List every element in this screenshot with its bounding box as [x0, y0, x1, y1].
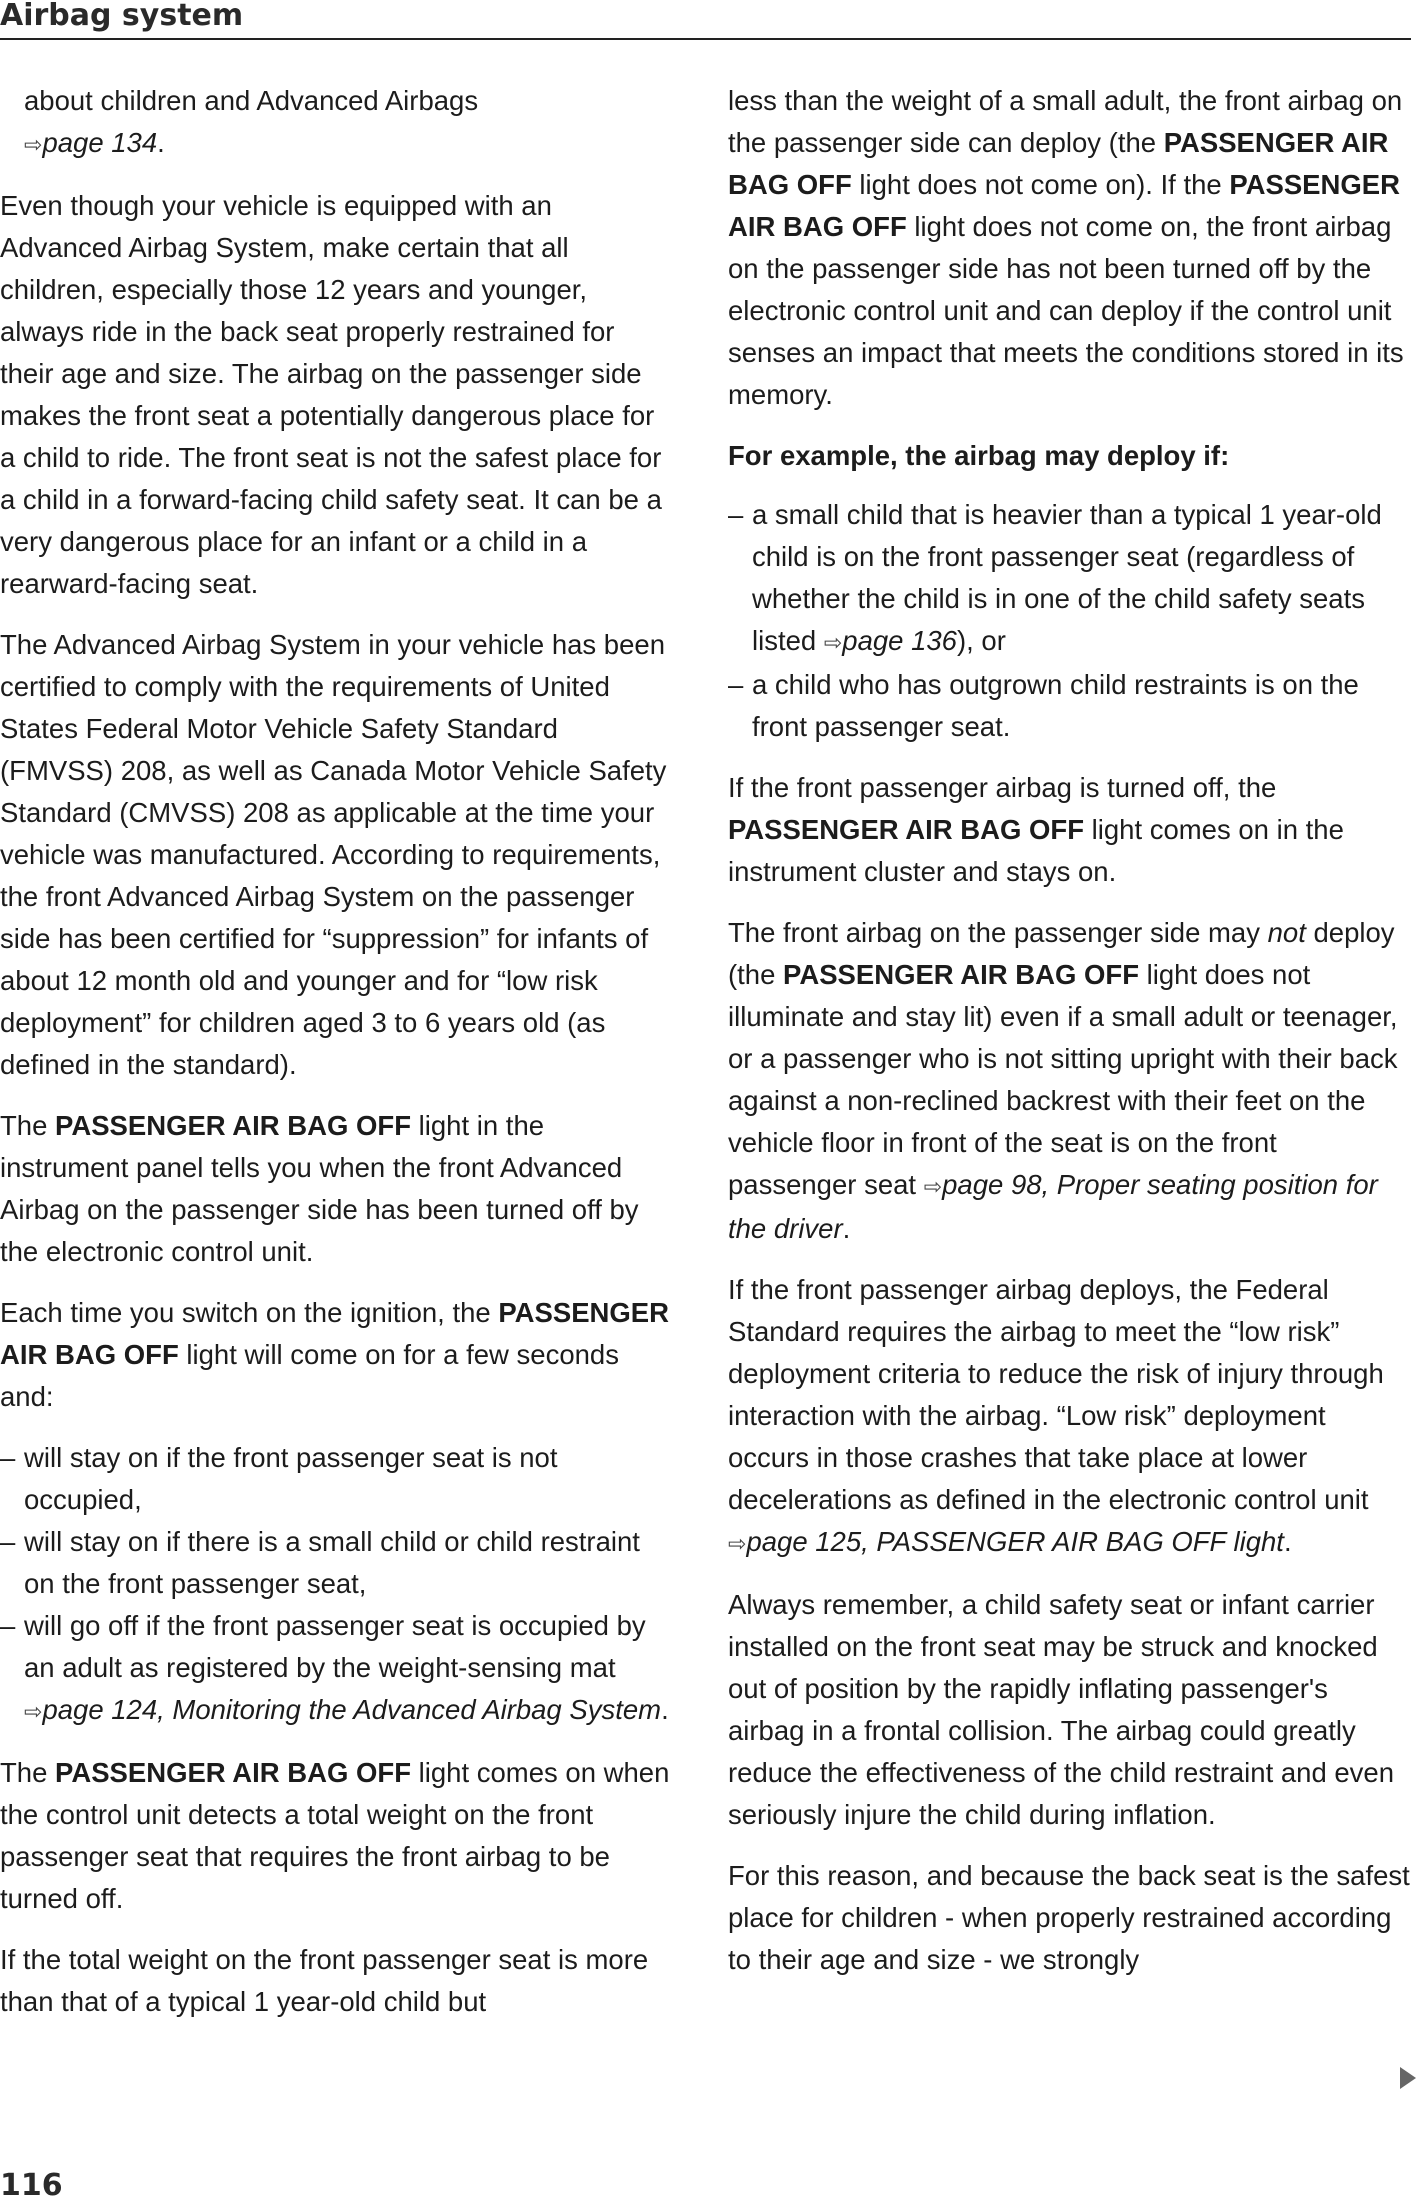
paragraph: For this reason, and because the back seat is the safest place for children - when properly restrained according to their age and size - we strongly — [728, 1860, 1410, 1975]
warning-light-name: PASSENGER AIR BAG OFF — [783, 959, 1140, 990]
bullet-list — [728, 494, 1410, 748]
page-number: 116 — [0, 2168, 63, 2203]
paragraph: If the front passenger airbag deploys, the Federal Standard requires the airbag to meet the “low risk” deployment criteria to reduce the risk of injury through interaction with the airbag. “Low risk” deployment occurs in those crashes that take place at lower decelerations as defined in the electronic control unit ⇨page 125, PASSENGER AIR BAG OFF light. — [728, 1274, 1384, 1557]
warning-light-name: PASSENGER AIR BAG OFF — [728, 127, 1389, 200]
paragraph: Each time you switch on the ignition, the PASSENGER AIR BAG OFF light will come on for a few seconds and: — [0, 1297, 669, 1412]
paragraph: If the front passenger airbag is turned off, the PASSENGER AIR BAG OFF light comes on in the instrument cluster and stays on. — [728, 772, 1344, 887]
arrow-right-icon: ⇨ — [24, 1699, 43, 1724]
continue-arrow-icon — [1400, 2067, 1416, 2089]
page-header — [0, 0, 1411, 40]
paragraph: The PASSENGER AIR BAG OFF light in the instrument panel tells you when the front Advanced Airbag on the passenger side has been turned off by the electronic control unit. — [0, 1110, 639, 1267]
right-column — [728, 80, 1410, 2000]
section-title: Airbag system — [0, 0, 244, 33]
paragraph: The PASSENGER AIR BAG OFF light comes on when the control unit detects a total weight on the front passenger seat that requires the front airbag to be turned off. — [0, 1757, 670, 1914]
bullet-list — [0, 1437, 675, 1733]
subheading: For example, the airbag may deploy if: — [728, 440, 1230, 471]
warning-light-name: PASSENGER AIR BAG OFF — [0, 1297, 669, 1370]
warning-light-name: PASSENGER AIR BAG OFF — [728, 814, 1084, 845]
page-reference-link[interactable]: ⇨page 98, Proper seating position for the driver — [728, 1169, 1378, 1244]
paragraph: Always remember, a child safety seat or infant carrier installed on the front seat may be struck and knocked out of position by the rapidly inflating passenger's airbag in a frontal collision. The airbag could greatly reduce the effectiveness of the child restraint and even seriously injure the child during inflation. — [728, 1589, 1395, 1830]
warning-light-name: PASSENGER AIR BAG OFF — [728, 169, 1400, 242]
paragraph: less than the weight of a small adult, the front airbag on the passenger side can deploy (the PASSENGER AIR BAG OFF light does not come on). If the PASSENGER AIR BAG OFF light does not come on, the front airbag on the passenger side has not been turned off by the electronic control unit and can deploy if the control unit senses an impact that meets the conditions stored in its memory. — [728, 85, 1404, 410]
list-item: – will stay on if the front passenger seat is not occupied, — [0, 1437, 675, 1521]
page-reference-link[interactable]: ⇨page 134 — [24, 127, 158, 158]
left-column — [0, 80, 675, 2042]
paragraph: The front airbag on the passenger side may not deploy (the PASSENGER AIR BAG OFF light does not illuminate and stay lit) even if a small adult or teenager, or a passenger who is not sitting upright with their back against a non-reclined backrest with their feet on the vehicle floor in front of the seat is on the front passenger seat ⇨page 98, Proper seating position for the driver. — [728, 917, 1398, 1244]
paragraph: If the total weight on the front passenger seat is more than that of a typical 1 year-old child but — [0, 1944, 649, 2017]
arrow-right-icon: ⇨ — [728, 1531, 747, 1556]
list-item: – a child who has outgrown child restraints is on the front passenger seat. — [728, 664, 1410, 748]
list-item: – a small child that is heavier than a typical 1 year-old child is on the front passenger seat (regardless of whether the child is in one of the child safety seats listed ⇨page 136), or — [728, 494, 1410, 664]
page-reference-link[interactable]: ⇨page 125, PASSENGER AIR BAG OFF light — [728, 1526, 1284, 1557]
list-item: – will stay on if there is a small child or child restraint on the front passenger seat, — [0, 1521, 675, 1605]
paragraph: The Advanced Airbag System in your vehicle has been certified to comply with the requirements of United States Federal Motor Vehicle Safety Standard (FMVSS) 208, as well as Canada Motor Vehicle Safety Standard (CMVSS) 208 as applicable at the time your vehicle was manufactured. According to requirements, the front Advanced Airbag System on the passenger side has been certified for “suppression” for infants of about 12 month old and younger and for “low risk deployment” for children aged 3 to 6 years old (as defined in the standard). — [0, 629, 667, 1080]
page-reference-link[interactable]: ⇨page 124, Monitoring the Advanced Airbag System — [24, 1694, 662, 1725]
arrow-right-icon: ⇨ — [823, 630, 843, 655]
arrow-right-icon: ⇨ — [923, 1174, 943, 1199]
warning-light-name: PASSENGER AIR BAG OFF — [55, 1757, 412, 1788]
list-item: – will go off if the front passenger seat is occupied by an adult as registered by the weight-sensing mat ⇨page 124, Monitoring the Advanced Airbag System. — [0, 1605, 675, 1733]
intro-paragraph: about children and Advanced Airbags ⇨page 134. — [24, 85, 479, 158]
page-reference-link[interactable]: ⇨page 136 — [823, 625, 957, 656]
paragraph: Even though your vehicle is equipped with an Advanced Airbag System, make certain that all children, especially those 12 years and younger, always ride in the back seat properly restrained for their age and size. The airbag on the passenger side makes the front seat a potentially dangerous place for a child to ride. The front seat is not the safest place for a child in a forward-facing child safety seat. It can be a very dangerous place for an infant or a child in a rearward-facing seat. — [0, 190, 662, 599]
warning-light-name: PASSENGER AIR BAG OFF — [55, 1110, 412, 1141]
arrow-right-icon: ⇨ — [24, 132, 43, 157]
